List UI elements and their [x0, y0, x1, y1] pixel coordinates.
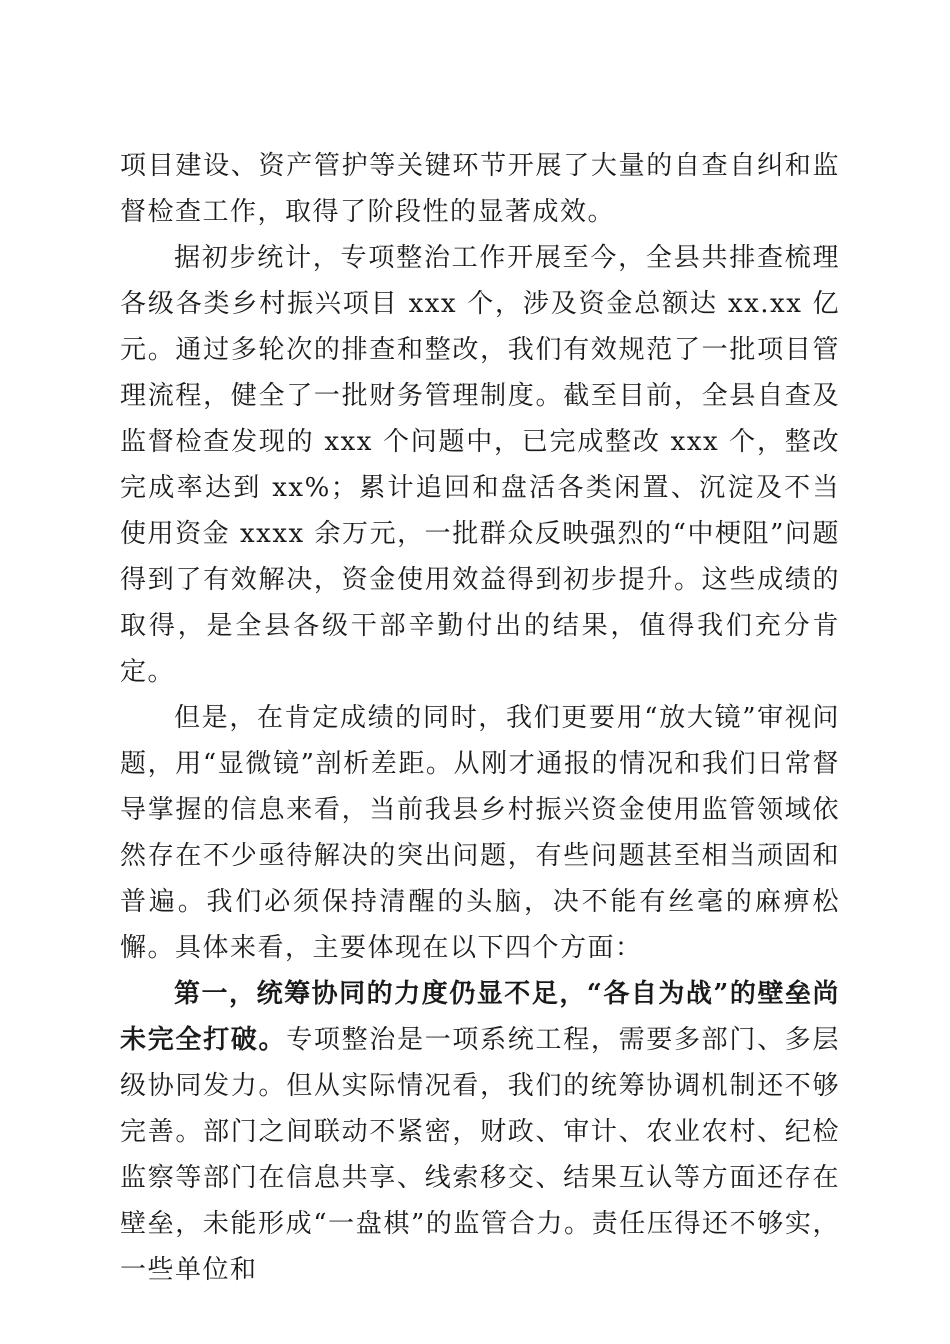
paragraph-first-point: [120, 971, 840, 1293]
paragraph-problems-intro: 但是，在肯定成绩的同时，我们更要用“放大镜”审视问题，用“显微镜”剖析差距。从刚才通报的情况和我们日常督导掌握的信息来看，当前我县乡村振兴资金使用监管领域依然存在不少亟待解决的突出问题，有些问题甚至相当顽固和普遍。我们必须保持清醒的头脑，决不能有丝毫的麻痹松懈。具体来看，主要体现在以下四个方面：: [120, 703, 840, 963]
first-point-body: 专项整治是一项系统工程，需要多部门、多层级协同发力。但从实际情况看，我们的统筹协调机制还不够完善。部门之间联动不紧密，财政、审计、农业农村、纪检监察等部门在信息共享、线索移交、结果互认等方面还存在壁垒，未能形成“一盘棋”的监管合力。责任压得还不够实，一些单位和: [120, 1025, 840, 1285]
paragraph-statistics: 据初步统计，专项整治工作开展至今，全县共排查梳理各级各类乡村振兴项目 xxx 个，涉及资金总额达 xx.xx 亿元。通过多轮次的排查和整改，我们有效规范了一批项目管理流程，健全了一批财务管理制度。截至目前，全县自查及监督检查发现的 xxx 个问题中，已完成整改 xxx 个，整改完成率达到 xx%；累计追回和盘活各类闲置、沉淀及不当使用资金 xxxx 余万元，一批群众反映强烈的“中梗阻”问题得到了有效解决，资金使用效益得到初步提升。这些成绩的取得，是全县各级干部辛勤付出的结果，值得我们充分肯定。: [120, 243, 840, 687]
paragraph-continuation: 项目建设、资产管护等关键环节开展了大量的自查自纠和监督检查工作，取得了阶段性的显著成效。: [120, 151, 840, 227]
document-body: [120, 143, 840, 1293]
first-point-heading: 第一，统筹协同的力度仍显不足，“各自为战”的壁垒尚未完全打破。: [120, 979, 840, 1055]
